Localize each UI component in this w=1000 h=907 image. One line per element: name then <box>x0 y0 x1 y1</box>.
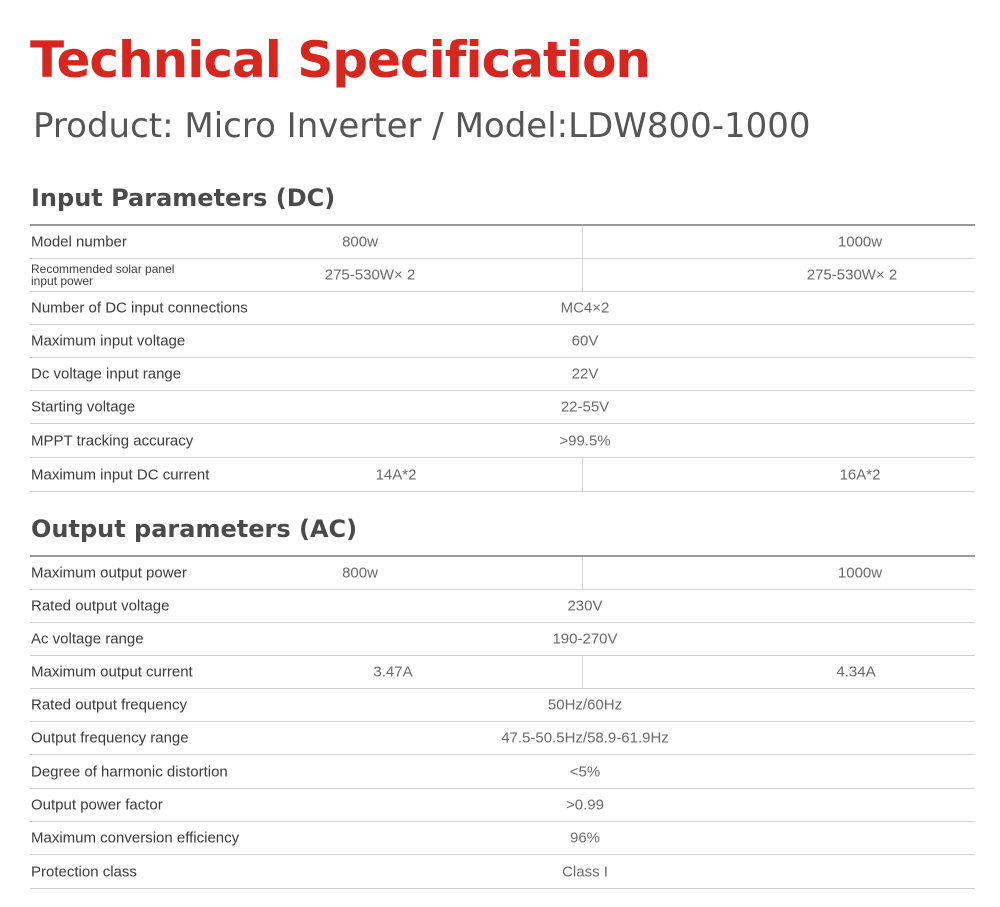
output-parameters-table <box>30 555 975 889</box>
row-value-1000: 1000w <box>837 564 883 582</box>
section-title-input: Input Parameters (DC) <box>31 184 336 212</box>
row-label: Maximum input voltage <box>31 332 186 350</box>
row-label: Degree of harmonic distortion <box>31 763 228 780</box>
section-title-output: Output parameters (AC) <box>31 515 358 543</box>
row-value: 60V <box>571 332 599 350</box>
row-label: Maximum output current <box>31 663 193 681</box>
row-value-800: 800w <box>342 233 378 251</box>
row-label: Recommended solar panel input power <box>31 262 175 288</box>
row-value-800: 3.47A <box>373 663 413 681</box>
input-parameters-table <box>30 224 975 492</box>
row-value: 190-270V <box>552 630 618 648</box>
row-value-1000: 16A*2 <box>839 466 881 483</box>
product-subtitle: Product: Micro Inverter / Model:LDW800-1000 <box>33 106 811 146</box>
row-value: 22-55V <box>560 398 610 416</box>
row-value: >0.99 <box>566 796 604 814</box>
row-label: Maximum output power <box>31 564 187 582</box>
row-value-800: 275-530W× 2 <box>324 266 416 284</box>
table-row-max-output-power <box>30 557 975 590</box>
row-value: <5% <box>569 763 601 780</box>
row-label: Maximum conversion efficiency <box>31 829 240 847</box>
table-row-starting-voltage <box>30 391 975 424</box>
column-divider <box>582 259 583 291</box>
row-value: 47.5-50.5Hz/58.9-61.9Hz <box>501 729 669 747</box>
table-row-dc-voltage-range <box>30 358 975 391</box>
table-row-dc-connections <box>30 292 975 325</box>
page-title: Technical Specification <box>30 31 651 89</box>
row-label: Dc voltage input range <box>31 365 182 383</box>
table-row-rated-output-voltage <box>30 590 975 623</box>
row-label: Maximum input DC current <box>31 466 210 483</box>
table-row-max-input-voltage <box>30 325 975 358</box>
row-value: MC4×2 <box>560 299 610 317</box>
row-label: Rated output frequency <box>31 696 187 714</box>
table-row-rated-output-frequency <box>30 689 975 722</box>
table-row-mppt-accuracy <box>30 424 975 458</box>
row-label: Rated output voltage <box>31 597 170 615</box>
column-divider <box>582 656 583 688</box>
row-label: Starting voltage <box>31 398 136 416</box>
row-value-800: 800w <box>342 564 378 582</box>
row-value: 230V <box>567 597 603 615</box>
table-row-max-output-current <box>30 656 975 689</box>
row-label: Output power factor <box>31 796 163 814</box>
table-row-max-input-current <box>30 458 975 492</box>
row-label: Output frequency range <box>31 729 189 747</box>
row-value: 22V <box>571 365 599 383</box>
row-value: Class I <box>562 863 608 880</box>
table-row-model-number <box>30 226 975 259</box>
table-row-recommended-power <box>30 259 975 292</box>
row-value: 50Hz/60Hz <box>547 696 623 714</box>
row-value: >99.5% <box>559 432 611 449</box>
row-value-1000: 1000w <box>837 233 883 251</box>
row-label: Ac voltage range <box>31 630 144 648</box>
row-value-1000: 275-530W× 2 <box>806 266 898 284</box>
row-value: 96% <box>569 829 601 847</box>
table-row-harmonic-distortion <box>30 755 975 789</box>
table-row-output-frequency-range <box>30 722 975 755</box>
table-row-max-conversion-efficiency <box>30 822 975 855</box>
table-row-protection-class <box>30 855 975 889</box>
row-value-1000: 4.34A <box>836 663 876 681</box>
column-divider <box>582 226 583 258</box>
column-divider <box>582 557 583 589</box>
row-label: Protection class <box>31 863 137 880</box>
row-value-800: 14A*2 <box>375 466 417 483</box>
row-label: Model number <box>31 233 127 251</box>
column-divider <box>582 458 583 491</box>
row-label: Number of DC input connections <box>31 299 248 317</box>
table-row-output-power-factor <box>30 789 975 822</box>
row-label: MPPT tracking accuracy <box>31 432 194 449</box>
table-row-ac-voltage-range <box>30 623 975 656</box>
